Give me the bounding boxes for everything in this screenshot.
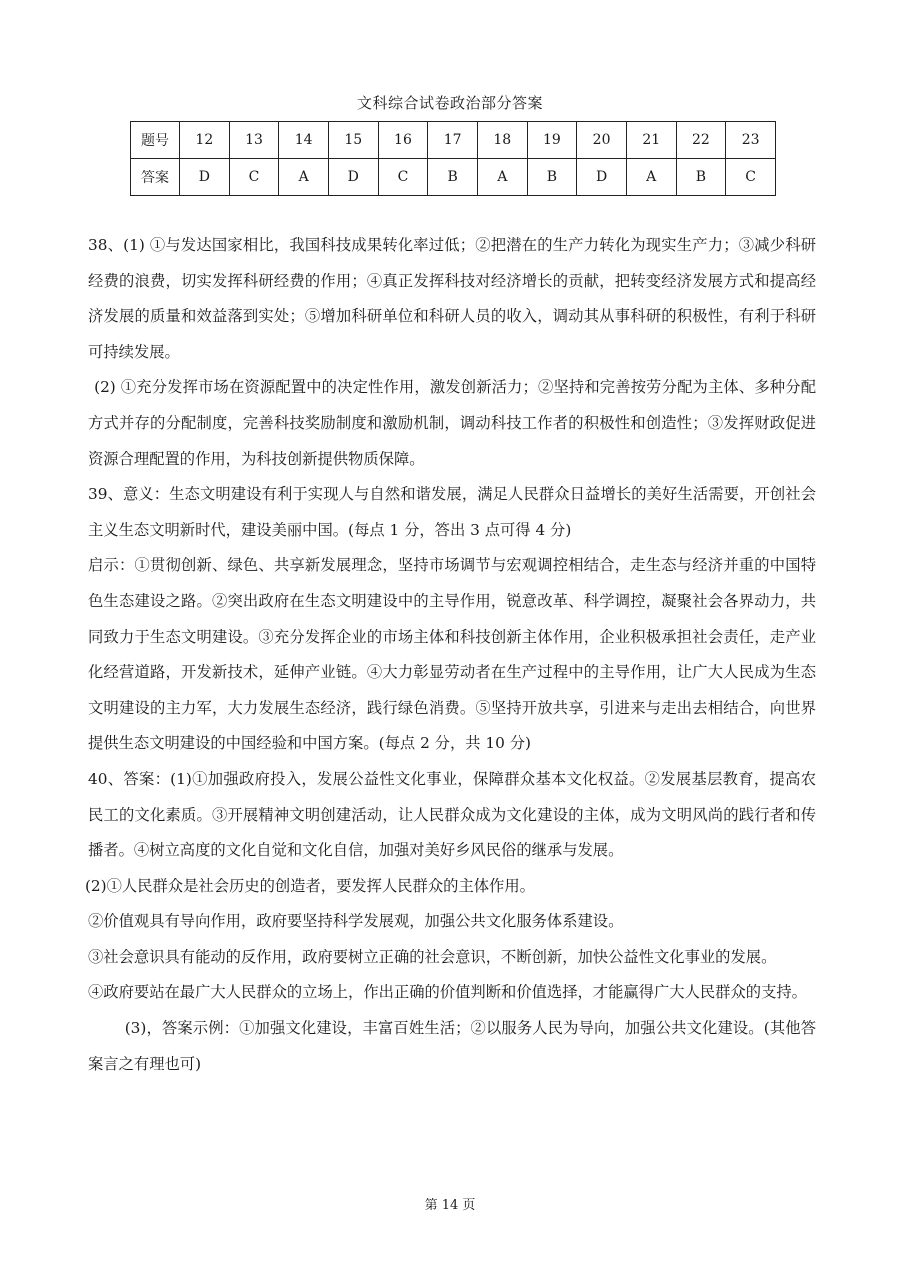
page-title: 文科综合试卷政治部分答案 — [356, 94, 543, 112]
table-cell-number: 20 — [577, 122, 627, 159]
table-cell-number: 23 — [726, 122, 776, 159]
answer-body — [84, 228, 816, 1082]
table-cell-number: 22 — [676, 122, 726, 159]
answer-38-part1: 38、(1) ①与发达国家相比，我国科技成果转化率过低；②把潜在的生产力转化为现实生产力；③减少科研经费的浪费，切实发挥科研经费的作用；④真正发挥科技对经济增长的贡献，把转变经济发展方式和提高经济发展的质量和效益落到实处；⑤增加科研单位和科研人员的收入，调动其从事科研的积极性，有利于科研可持续发展。 — [88, 236, 816, 361]
table-cell-answer: B — [428, 159, 478, 196]
answer-39-enlightenment: 启示：①贯彻创新、绿色、共享新发展理念，坚持市场调节与宏观调控相结合，走生态与经济并重的中国特色生态建设之路。②突出政府在生态文明建设中的主导作用，锐意改革、科学调控，凝聚社会各界动力，共同致力于生态文明建设。③充分发挥企业的市场主体和科技创新主体作用，企业积极承担社会责任，走产业化经营道路，开发新技术，延伸产业链。④大力彰显劳动者在生产过程中的主导作用，让广大人民成为生态文明建设的主力军，大力发展生态经济，践行绿色消费。⑤坚持开放共享，引进来与走出去相结合，向世界提供生态文明建设的中国经验和中国方案。(每点 2 分，共 10 分) — [88, 556, 816, 753]
row-label-number: 题号 — [131, 122, 180, 159]
table-cell-answer: B — [527, 159, 577, 196]
answer-40-part2-item3: ③社会意识具有能动的反作用，政府要树立正确的社会意识，不断创新，加快公益性文化事业的发展。 — [88, 947, 777, 966]
table-cell-answer: A — [626, 159, 676, 196]
table-cell-answer: C — [378, 159, 428, 196]
table-cell-number: 15 — [328, 122, 378, 159]
table-cell-answer: D — [577, 159, 627, 196]
answer-39-significance: 39、意义：生态文明建设有利于实现人与自然和谐发展，满足人民群众日益增长的美好生活需要，开创社会主义生态文明新时代，建设美丽中国。(每点 1 分，答出 3 点可得 4 分) — [88, 485, 816, 539]
answer-40-part2-item1: (2)①人民群众是社会历史的创造者，要发挥人民群众的主体作用。 — [84, 876, 535, 895]
row-label-answer: 答案 — [131, 159, 180, 196]
table-cell-number: 19 — [527, 122, 577, 159]
table-cell-answer: D — [328, 159, 378, 196]
answer-40-part3: (3)，答案示例：①加强文化建设，丰富百姓生活；②以服务人民为导向，加强公共文化建设。(其他答案言之有理也可) — [88, 1019, 816, 1073]
table-cell-number: 13 — [229, 122, 279, 159]
table-cell-answer: B — [676, 159, 726, 196]
table-cell-number: 21 — [626, 122, 676, 159]
answer-40-part2-item2: ②价值观具有导向作用，政府要坚持科学发展观，加强公共文化服务体系建设。 — [88, 912, 624, 931]
table-cell-number: 14 — [279, 122, 329, 159]
table-cell-answer: A — [279, 159, 329, 196]
table-cell-number: 17 — [428, 122, 478, 159]
answer-table — [130, 121, 776, 196]
answer-40-part2-item4: ④政府要站在最广大人民群众的立场上，作出正确的价值判断和价值选择，才能赢得广大人民群众的支持。 — [88, 983, 807, 1002]
table-row — [131, 159, 776, 196]
table-cell-answer: C — [229, 159, 279, 196]
table-cell-answer: A — [477, 159, 527, 196]
table-cell-answer: C — [726, 159, 776, 196]
table-cell-number: 16 — [378, 122, 428, 159]
answer-38-part2: (2) ①充分发挥市场在资源配置中的决定性作用，激发创新活力；②坚持和完善按劳分配为主体、多种分配方式并存的分配制度，完善科技奖励制度和激励机制，调动科技工作者的积极性和创造性；③发挥财政促进资源合理配置的作用，为科技创新提供物质保障。 — [88, 378, 816, 468]
table-row — [131, 122, 776, 159]
table-cell-number: 18 — [477, 122, 527, 159]
page-number: 第 14 页 — [424, 1198, 476, 1213]
table-cell-number: 12 — [180, 122, 230, 159]
answer-40-part1: 40、答案：(1)①加强政府投入，发展公益性文化事业，保障群众基本文化权益。②发展基层教育，提高农民工的文化素质。③开展精神文明创建活动，让人民群众成为文化建设的主体，成为文明风尚的践行者和传播者。④树立高度的文化自觉和文化自信，加强对美好乡风民俗的继承与发展。 — [88, 769, 816, 860]
table-cell-answer: D — [180, 159, 230, 196]
